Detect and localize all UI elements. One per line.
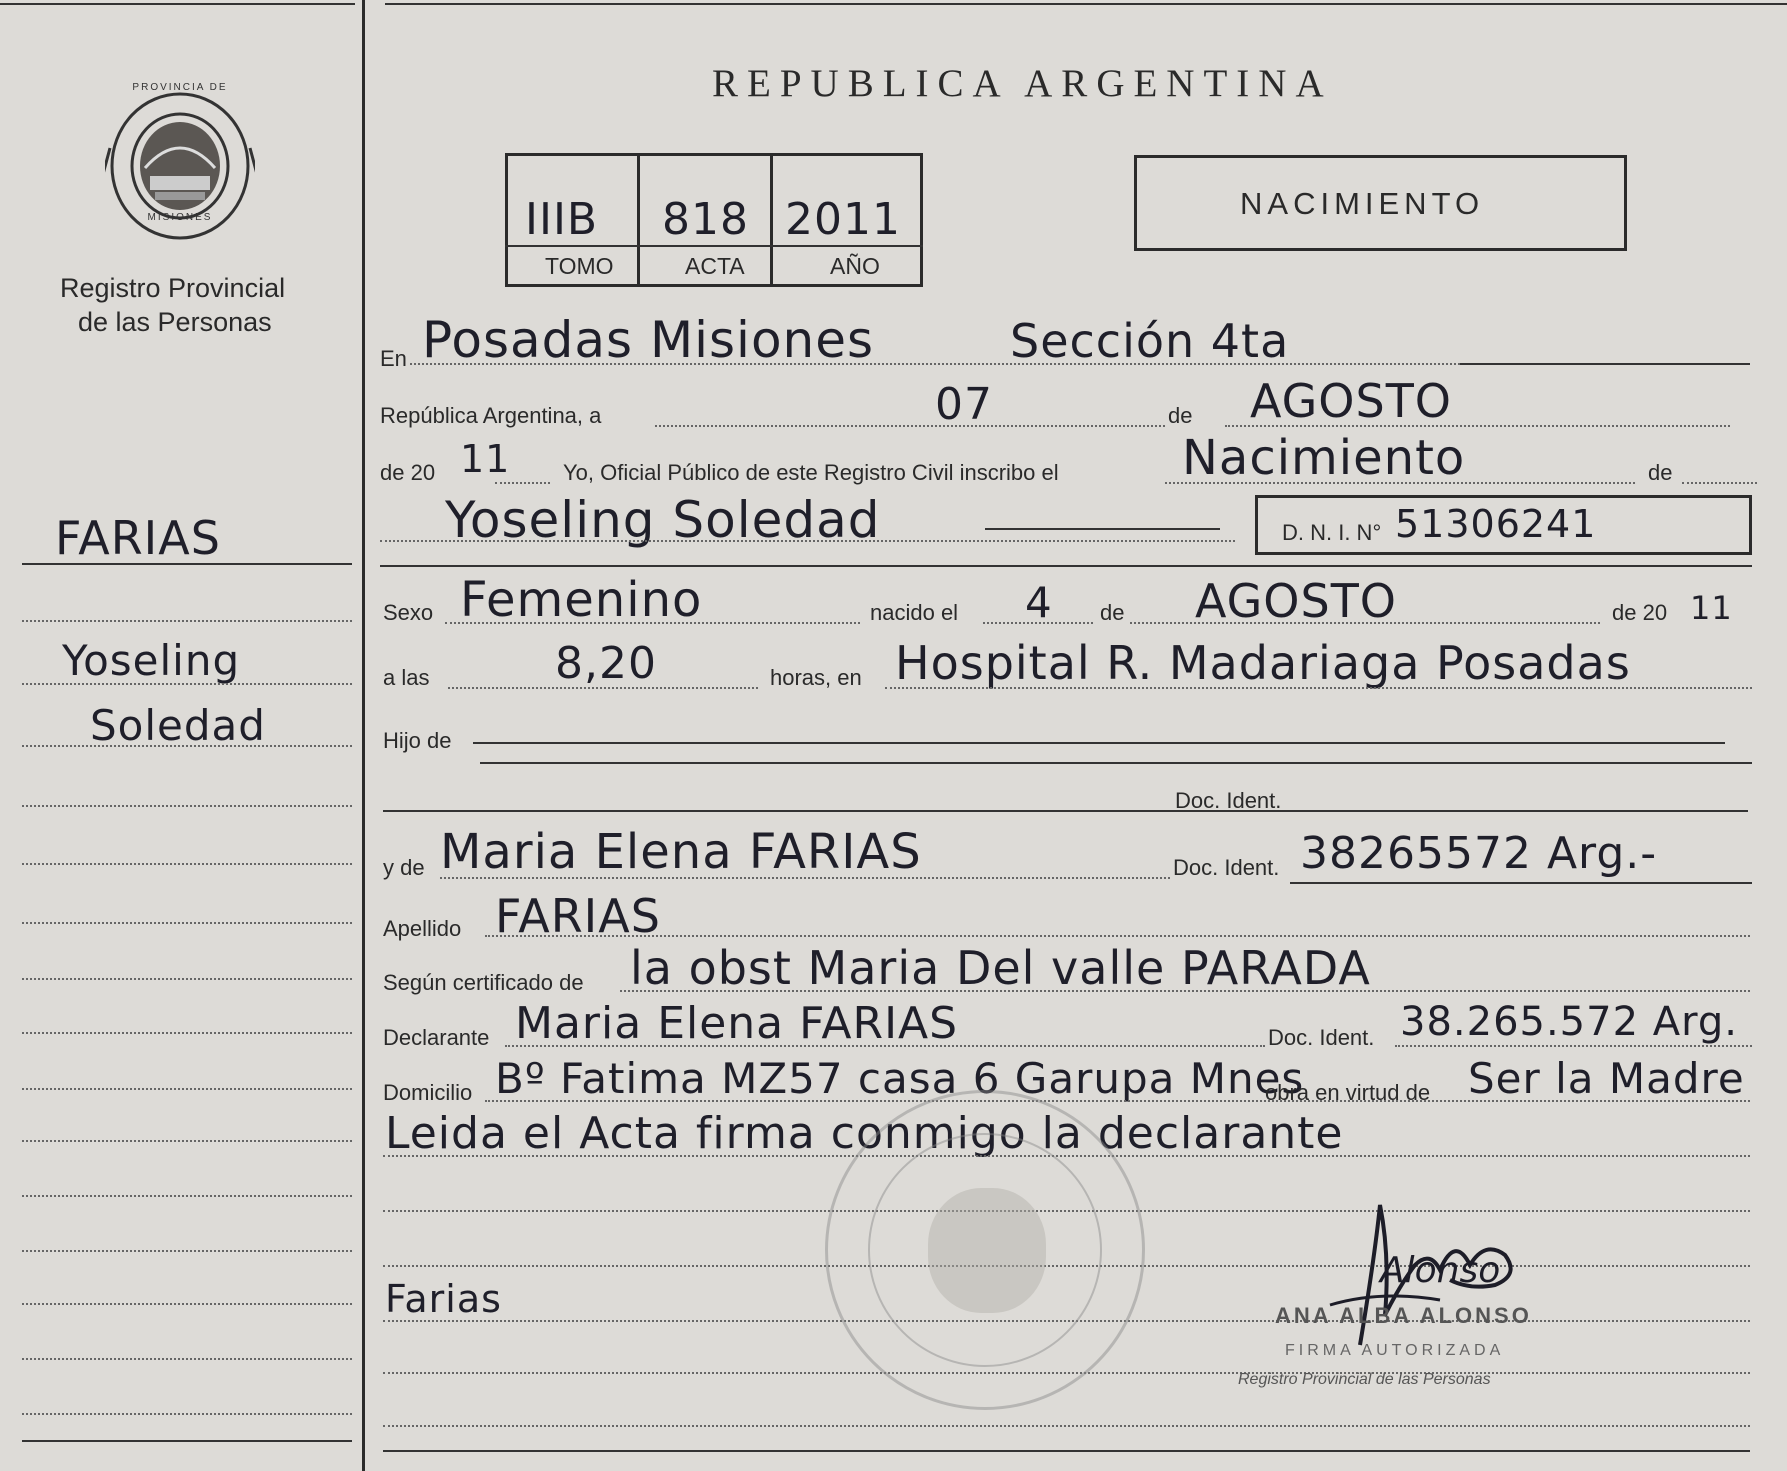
declarante-label: Declarante	[383, 1025, 490, 1050]
sidebar-rule-bottom	[22, 1440, 352, 1442]
row7-rule	[473, 742, 1725, 744]
sidebar-rule-1	[22, 563, 352, 565]
row9-dots	[440, 877, 1170, 879]
dni-label: D. N. I. N°	[1282, 520, 1382, 545]
sidebar-dotted-11	[22, 1195, 352, 1197]
sidebar-dotted-3	[22, 745, 352, 747]
year-suffix: 11	[460, 437, 511, 481]
apellido-label: Apellido	[383, 916, 462, 941]
row7-rule-2	[480, 762, 1752, 764]
obra-value: Ser la Madre	[1468, 1054, 1745, 1103]
tomo-value: IIIB	[525, 194, 599, 245]
doc-ident-label-2: Doc. Ident.	[1173, 855, 1280, 880]
a-las-label: a las	[383, 665, 430, 690]
row3-dots-a	[495, 482, 550, 484]
certificate-by: la obst Maria Del valle PARADA	[630, 941, 1371, 995]
closing-text: Leida el Acta firma conmigo la declarante	[385, 1108, 1344, 1159]
sexo-label: Sexo	[383, 600, 434, 625]
apellido-value: FARIAS	[495, 889, 661, 943]
row2-dots	[655, 425, 1165, 427]
declarante-doc: 38.265.572 Arg.	[1400, 999, 1738, 1045]
row1-dots	[410, 363, 1460, 365]
sidebar-dotted-1	[22, 620, 352, 622]
registry-name-line1: Registro Provincial	[60, 273, 286, 303]
domicilio-label: Domicilio	[383, 1080, 473, 1105]
sidebar-dotted-9	[22, 1088, 352, 1090]
hijo-label: Hijo de	[383, 728, 452, 753]
declarant-signature: Farias	[385, 1277, 502, 1321]
obra-label: obra en virtud de	[1265, 1080, 1431, 1105]
official-signature-text: Alonso	[1380, 1250, 1501, 1291]
sidebar-dotted-10	[22, 1140, 352, 1142]
mother-name: Maria Elena FARIAS	[440, 824, 922, 880]
row11-dots	[620, 990, 1750, 992]
de-label-1: de	[1168, 403, 1193, 428]
top-border-left	[0, 3, 355, 5]
official-registry: Registro Provincial de las Personas	[1238, 1371, 1491, 1388]
birth-day: 4	[1025, 578, 1053, 627]
box-divider-1	[637, 153, 640, 287]
day-value: 07	[935, 379, 993, 430]
segun-label: Según certificado de	[383, 970, 584, 995]
row4-rule	[985, 528, 1220, 530]
sidebar-dotted-4	[22, 805, 352, 807]
registry-name-line2: de las Personas	[78, 307, 272, 337]
sidebar-given-name-1: Yoseling	[62, 636, 241, 685]
sidebar-dotted-5	[22, 863, 352, 865]
anio-value: 2011	[785, 194, 901, 245]
record-type: NACIMIENTO	[1240, 186, 1485, 221]
sidebar-dotted-14	[22, 1358, 352, 1360]
sidebar-dotted-7	[22, 978, 352, 980]
sidebar-dotted-6	[22, 922, 352, 924]
dni-value: 51306241	[1395, 502, 1597, 546]
row3-dots-c	[1682, 482, 1757, 484]
box-divider-2	[770, 153, 773, 287]
birth-month: AGOSTO	[1195, 574, 1398, 628]
tomo-label: TOMO	[545, 253, 614, 279]
de-label-2: de	[1648, 460, 1673, 485]
section-rule	[380, 565, 1752, 567]
sidebar-dotted-15	[22, 1413, 352, 1415]
sidebar-given-name-2: Soledad	[90, 701, 266, 750]
column-divider	[362, 0, 365, 1471]
doc-ident-label-1: Doc. Ident.	[1175, 788, 1282, 813]
row12-dots-a	[505, 1045, 1265, 1047]
seal-ring-text-top: PROVINCIA DE	[132, 82, 228, 93]
official-name: ANA ALBA ALONSO	[1275, 1303, 1532, 1328]
seal-ring-text-bottom: MISIONES	[147, 212, 213, 223]
month-value: AGOSTO	[1250, 374, 1453, 428]
country-title: REPUBLICA ARGENTINA	[712, 62, 1333, 105]
bottom-rule	[383, 1450, 1750, 1452]
en-label: En	[380, 346, 407, 371]
birth-place: Hospital R. Madariaga Posadas	[895, 636, 1631, 690]
row1-rule	[1460, 363, 1750, 365]
person-name: Yoseling Soledad	[445, 491, 881, 549]
row8-rule	[383, 810, 1748, 812]
mother-doc: 38265572 Arg.-	[1300, 828, 1658, 879]
doc-ident-label-3: Doc. Ident.	[1268, 1025, 1375, 1050]
acta-label: ACTA	[685, 253, 745, 279]
row3-dots-b	[1165, 482, 1635, 484]
birth-time: 8,20	[555, 638, 657, 689]
nacido-label: nacido el	[870, 600, 959, 625]
horas-label: horas, en	[770, 665, 862, 690]
sidebar-surname: FARIAS	[55, 511, 221, 565]
birth-year-suffix: 11	[1690, 589, 1733, 627]
acta-value: 818	[662, 194, 749, 245]
declarante-value: Maria Elena FARIAS	[515, 998, 959, 1049]
sexo-value: Femenino	[460, 572, 703, 628]
place-value: Posadas Misiones	[422, 311, 875, 369]
row5-dots-a	[445, 622, 860, 624]
sidebar-dotted-13	[22, 1303, 352, 1305]
row6-dots-a	[448, 687, 758, 689]
sidebar-dotted-2	[22, 683, 352, 685]
row13-dots	[485, 1100, 1750, 1102]
y-de-label: y de	[383, 855, 425, 880]
top-border-right	[385, 3, 1787, 5]
de20-label: de 20	[380, 460, 436, 485]
empty-row-5	[383, 1425, 1750, 1427]
record-kind-value: Nacimiento	[1182, 430, 1466, 486]
domicilio-value: Bº Fatima MZ57 casa 6 Garupa Mnes	[495, 1054, 1305, 1103]
de20-label-2: de 20	[1612, 600, 1668, 625]
row2-dots-2	[1225, 425, 1730, 427]
row4-dots	[380, 540, 1235, 542]
official-title: FIRMA AUTORIZADA	[1285, 1342, 1505, 1359]
sidebar-dotted-12	[22, 1250, 352, 1252]
row6-dots-b	[885, 687, 1752, 689]
row5-dots-c	[1130, 622, 1600, 624]
box-label-rule	[505, 245, 923, 247]
registry-stamp-icon	[825, 1090, 1145, 1410]
row10-dots	[485, 935, 1750, 937]
sidebar-dotted-8	[22, 1032, 352, 1034]
row9-rule	[1290, 882, 1752, 884]
yo-text: Yo, Oficial Público de este Registro Civil inscribo el	[563, 460, 1059, 485]
anio-label: AÑO	[830, 253, 880, 279]
row12-dots-b	[1395, 1045, 1752, 1047]
republica-label: República Argentina, a	[380, 403, 602, 428]
de-label-3: de	[1100, 600, 1125, 625]
section-value: Sección 4ta	[1010, 314, 1290, 368]
row5-dots-b	[983, 622, 1093, 624]
